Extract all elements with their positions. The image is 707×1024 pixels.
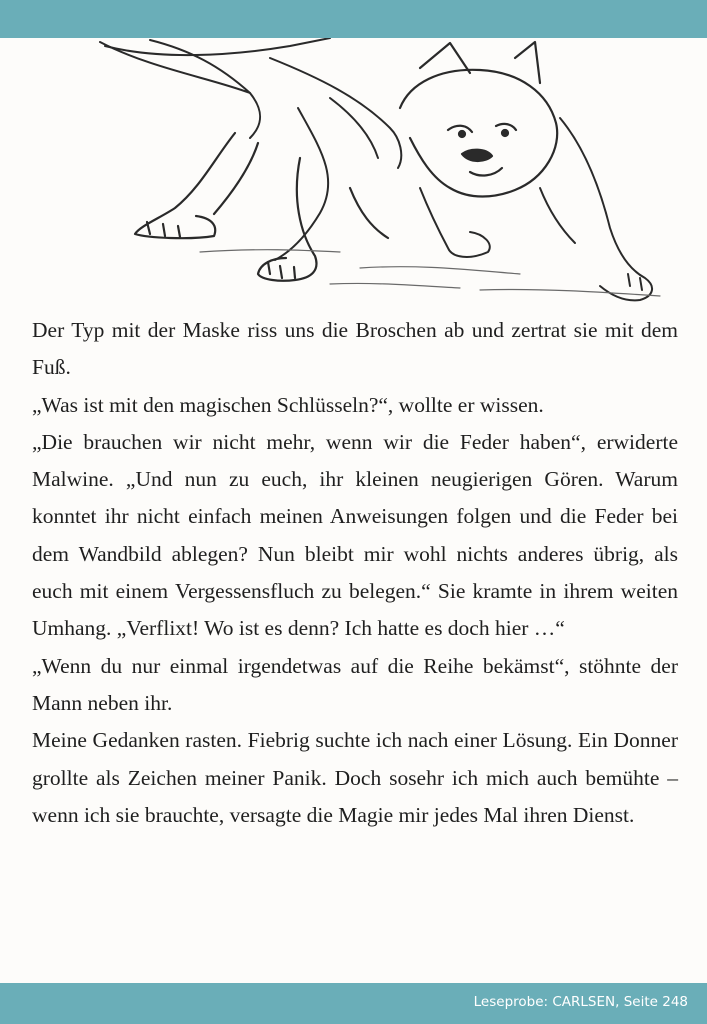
wolf-body [270,58,401,260]
wolf-illustration [0,38,707,310]
wolf-head [400,42,557,197]
wolf-front-right-leg [258,158,388,281]
paragraph: Der Typ mit der Maske riss uns die Broschen ab und zertrat sie mit dem Fuß. [32,318,678,380]
paragraph: Meine Gedanken rasten. Fiebrig suchte ich nach einer Lösung. Ein Donner grollte als Zeichen meiner Panik. Doch sosehr ich mich auch bemühte – wenn ich sie brauchte, versagte die Magie mir jedes Mal ihren Dienst. [32,728,678,827]
story-text [32,312,678,834]
top-banner [0,0,707,38]
source-caption: Leseprobe: CARLSEN, Seite 248 [473,994,688,1010]
paragraph: „Wenn du nur einmal irgendetwas auf die Reihe bekämst“, stöhnte der Mann neben ihr. [32,653,678,715]
wolf-tail-and-back [100,38,330,138]
paragraph: „Was ist mit den magischen Schlüsseln?“, wollte er wissen. [32,392,544,417]
paragraph: „Die brauchen wir nicht mehr, wenn wir die Feder haben“, erwiderte Malwine. „Und nun zu euch, ihr kleinen neugierigen Gören. Warum konntet ihr nicht einfach meinen Anweisungen folgen und die Feder bei dem Wandbild ablegen? Nun bleibt mir wohl nichts anderes übrig, als euch mit einem Vergessensfluch zu belegen.“ Sie kramte in ihrem weiten Umhang. „Verflixt! Wo ist es denn? Ich hatte es doch hier …“ [32,429,678,641]
footer-banner [0,983,707,1024]
wolf-chest-and-back-leg [420,118,652,300]
wolf-front-left-leg [135,133,258,238]
